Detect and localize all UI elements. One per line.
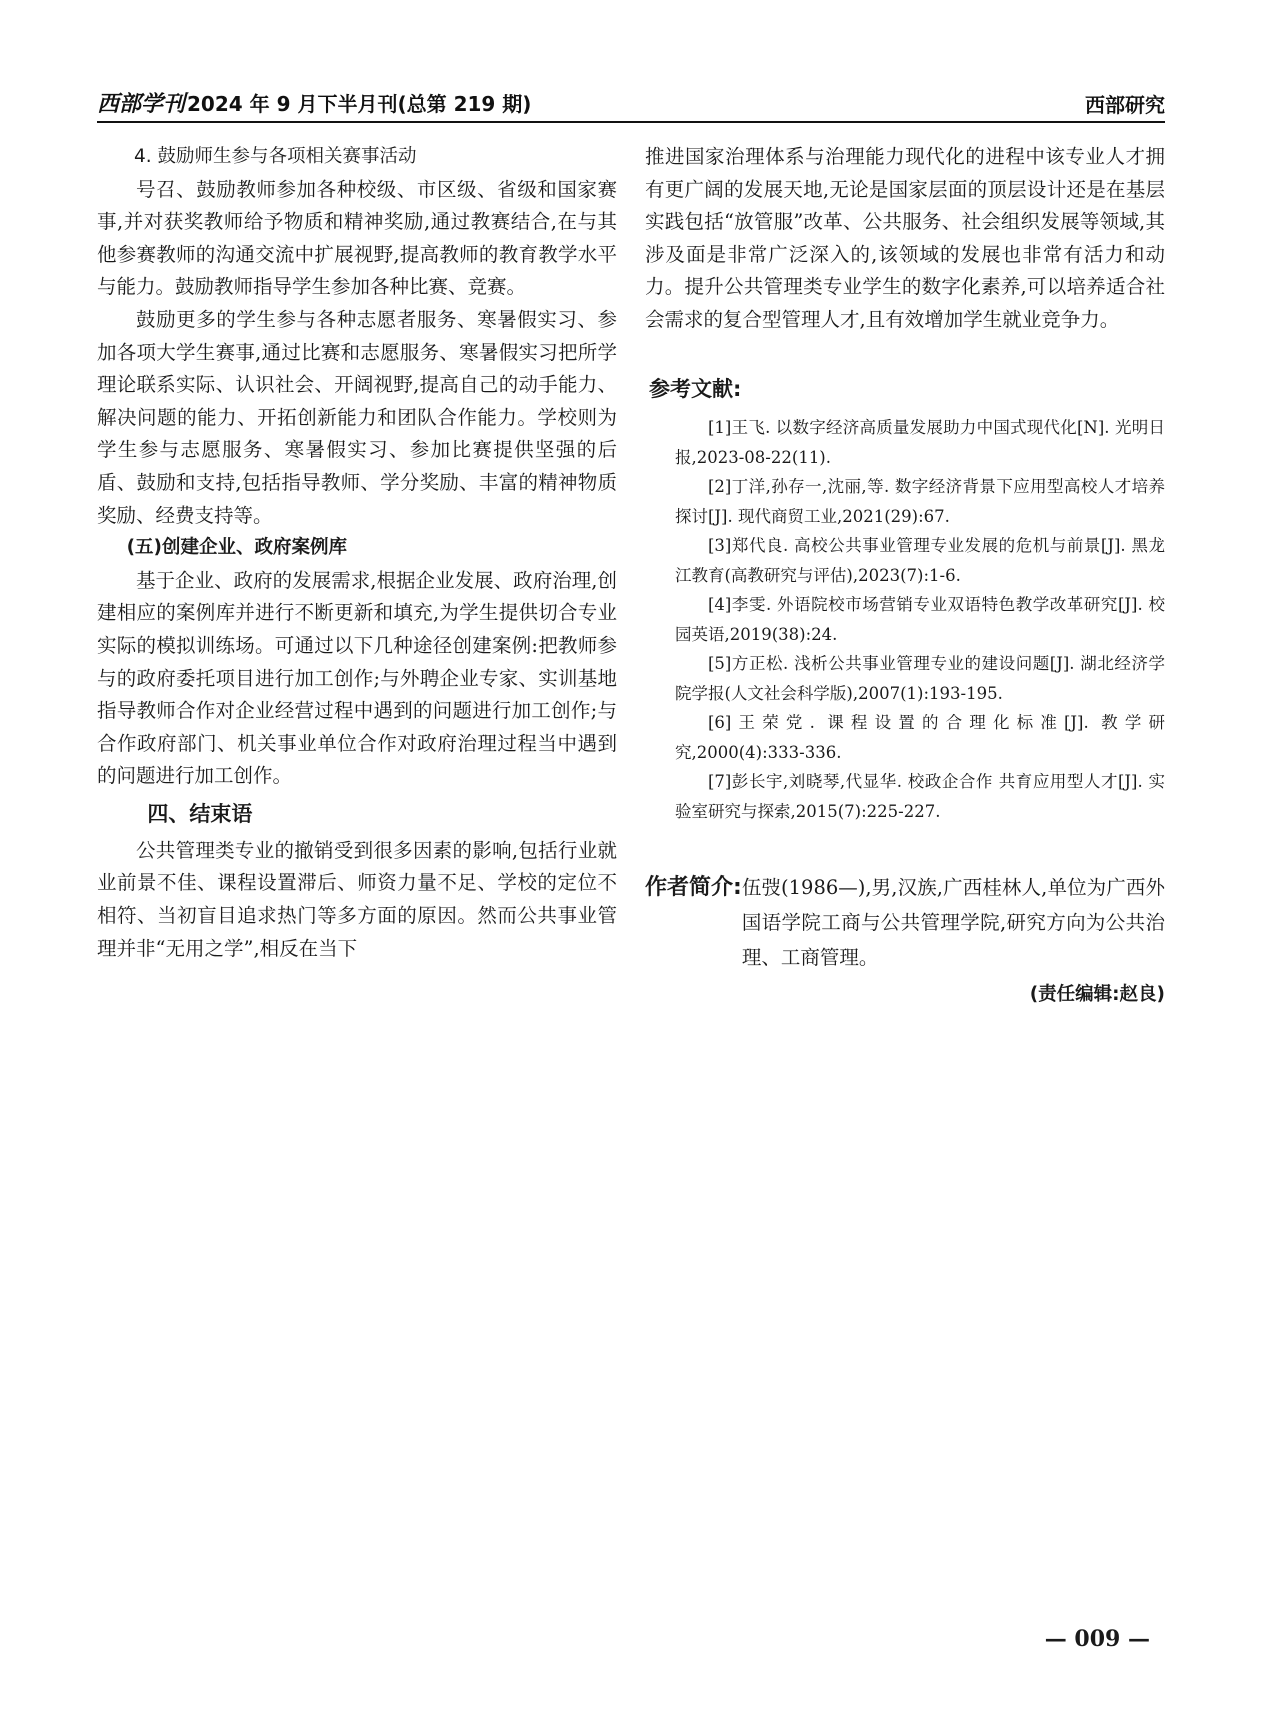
section-label: 西部研究 bbox=[1085, 93, 1165, 117]
right-column bbox=[645, 141, 1165, 1012]
reference-item: [3]郑代良. 高校公共事业管理专业发展的危机与前景[J]. 黑龙江教育(高教研究与评估),2023(7):1-6. bbox=[675, 536, 1165, 585]
paragraph: 号召、鼓励教师参加各种校级、市区级、省级和国家赛事,并对获奖教师给予物质和精神奖励,通过教赛结合,在与其他参赛教师的沟通交流中扩展视野,提高教师的教育教学水平与能力。鼓励教师指导学生参加各种比赛、竞赛。 bbox=[97, 177, 617, 299]
section-heading: (五)创建企业、政府案例库 bbox=[126, 537, 348, 559]
page-number: — 009 — bbox=[1044, 1626, 1150, 1652]
issue-label: 2024 年 9 月下半月刊(总第 219 期) bbox=[187, 92, 532, 116]
left-column bbox=[97, 141, 617, 965]
reference-item: [5]方正松. 浅析公共事业管理专业的建设问题[J]. 湖北经济学院学报(人文社会科学版),2007(1):193-195. bbox=[675, 654, 1165, 703]
page-header bbox=[97, 84, 1165, 118]
paragraph: 鼓励更多的学生参与各种志愿者服务、寒暑假实习、参加各项大学生赛事,通过比赛和志愿服务、寒暑假实习把所学理论联系实际、认识社会、开阔视野,提高自己的动手能力、解决问题的能力、开拓创新能力和团队合作能力。学校则为学生参与志愿服务、寒暑假实习、参加比赛提供坚强的后盾、鼓励和支持,包括指导教师、学分奖励、丰富的精神物质奖励、经费支持等。 bbox=[97, 307, 617, 527]
paragraph: 推进国家治理体系与治理能力现代化的进程中该专业人才拥有更广阔的发展天地,无论是国家层面的顶层设计还是在基层实践包括“放管服”改革、公共服务、社会组织发展等领域,其涉及面是非常广泛深入的,该领域的发展也非常有活力和动力。提升公共管理类专业学生的数字化素养,可以培养适合社会需求的复合型管理人才,且有效增加学生就业竞争力。 bbox=[645, 145, 1165, 331]
editor-note: (责任编辑:赵良) bbox=[1029, 984, 1165, 1006]
reference-item: [4]李雯. 外语院校市场营销专业双语特色教学改革研究[J]. 校园英语,2019(38):24. bbox=[675, 595, 1165, 644]
paragraph: 基于企业、政府的发展需求,根据企业发展、政府治理,创建相应的案例库并进行不断更新和填充,为学生提供切合专业实际的模拟训练场。可通过以下几种途径创建案例:把教师参与的政府委托项目进行加工创作;与外聘企业专家、实训基地指导教师合作对企业经营过程中遇到的问题进行加工创作;与合作政府部门、机关事业单位合作对政府治理过程当中遇到的问题进行加工创作。 bbox=[97, 568, 617, 788]
chapter-heading: 四、结束语 bbox=[147, 801, 253, 826]
reference-item: [1]王飞. 以数字经济高质量发展助力中国式现代化[N]. 光明日报,2023-08-22(11). bbox=[675, 418, 1165, 467]
reference-item: [7]彭长宇,刘晓琴,代显华. 校政企合作 共育应用型人才[J]. 实验室研究与探索,2015(7):225-227. bbox=[675, 772, 1165, 821]
reference-list bbox=[645, 413, 1165, 826]
author-bio bbox=[645, 870, 1165, 975]
header-divider bbox=[97, 121, 1165, 123]
author-label: 作者简介: bbox=[645, 875, 742, 901]
paragraph: 公共管理类专业的撤销受到很多因素的影响,包括行业就业前景不佳、课程设置滞后、师资力量不足、学校的定位不相符、当初盲目追求热门等多方面的原因。然而公共事业管理并非“无用之学”,相反在当下 bbox=[97, 838, 617, 960]
journal-logo: 西部学刊 bbox=[97, 91, 186, 117]
journal-info bbox=[97, 87, 531, 118]
subsection-heading: 4. 鼓励师生参与各项相关赛事活动 bbox=[134, 146, 417, 167]
references-title: 参考文献: bbox=[649, 376, 742, 401]
reference-item: [2]丁洋,孙存一,沈丽,等. 数字经济背景下应用型高校人才培养探讨[J]. 现代商贸工业,2021(29):67. bbox=[675, 477, 1165, 526]
reference-item: [6]王荣党. 课程设置的合理化标准[J]. 教学研究,2000(4):333-336. bbox=[675, 713, 1165, 762]
author-text: 伍弢(1986—),男,汉族,广西桂林人,单位为广西外国语学院工商与公共管理学院,研究方向为公共治理、工商管理。 bbox=[741, 876, 1165, 970]
